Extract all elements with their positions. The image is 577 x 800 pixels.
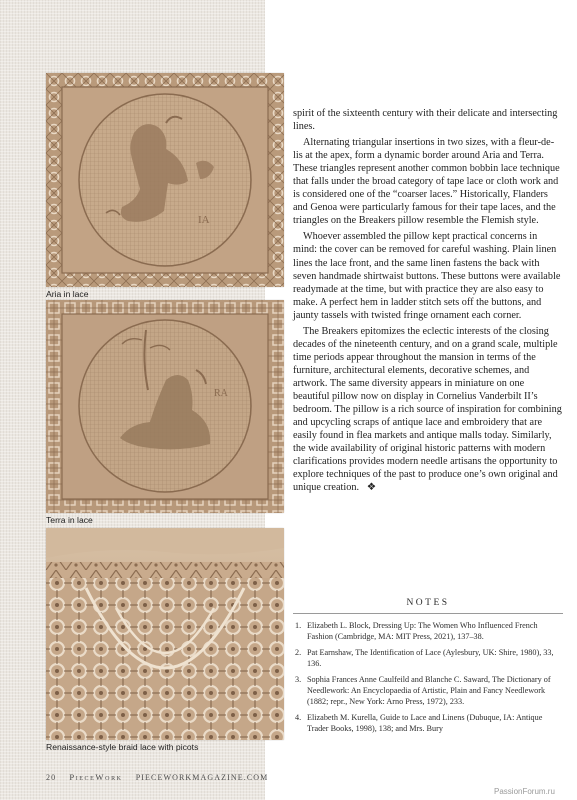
paragraph-3: Whoever assembled the pillow kept practical concerns in mind: the cover can be removed for careful washing. Plain linen lines the lace front, and the same linen fastens the back with seven handmade shirtwaist buttons. These buttons were available readymade at the time, but with practice they are also easy to make. A perfect hem in ladder stitch sets off the buttons, and jaunty tassels with twisted fringe ornament each corner.: [293, 231, 561, 321]
photo-aria-lace: [46, 73, 284, 287]
note-item: [293, 647, 563, 670]
watermark: PassionForum.ru: [494, 787, 555, 796]
terra-lace-image: [46, 300, 284, 513]
note-number: 1.: [295, 621, 302, 630]
caption-aria: Aria in lace: [46, 289, 89, 299]
note-number: 4.: [295, 712, 302, 722]
paragraph-2: Alternating triangular insertions in two sizes, with a fleur-de-lis at the apex, form a dynamic border around Aria and Terra. These triangles represent another common bobbin lace technique that falls under the broad category of tape lace or cloth work and is considered one of the “coarser laces.” Historically, Flanders and Genoa were particularly famous for their tape laces, and the triangles on the Breakers pillow resemble the Flemish style.: [293, 137, 560, 227]
note-text: Pat Earnshaw, The Identification of Lace (Aylesbury, UK: Shire, 1980), 33, 136.: [307, 647, 554, 669]
note-text: Sophia Frances Anne Caulfeild and Blanche C. Saward, The Dictionary of Needlework: An Encyclopaedia of Artistic, Plain and Fancy Needlework (1882; repr., New York: Arno Press, 1972), 233.: [307, 674, 551, 707]
paragraph-1: spirit of the sixteenth century with their delicate and intersecting lines.: [293, 108, 558, 133]
note-text: Elizabeth L. Block, Dressing Up: The Women Who Influenced French Fashion (Cambridge, MA: MIT Press, 2021), 137–38.: [307, 621, 538, 642]
braid-lace-image: [46, 528, 284, 740]
svg-text:IA: IA: [198, 214, 210, 226]
notes-heading: NOTES: [406, 598, 450, 608]
caption-terra: Terra in lace: [46, 515, 93, 525]
caption-braid-lace: Renaissance-style braid lace with picots: [46, 742, 199, 752]
photo-braid-lace: [46, 528, 284, 740]
magazine-name: PieceWork: [69, 772, 123, 782]
note-item: [293, 712, 563, 735]
note-text: Elizabeth M. Kurella, Guide to Lace and Linens (Dubuque, IA: Antique Trader Books, 1998), 138; and Mrs. Bury: [307, 712, 543, 734]
paragraph-4-text: The Breakers epitomizes the eclectic interests of the closing decades of the nineteenth century, and on a grand scale, multiple time periods appear throughout the mansion in terms of the furniture, architectural elements, decorative schemes, and artwork. The same diversity appears in miniature on one beautiful pillow now on display in Cornelius Vanderbilt II’s bedroom. The pillow is a rich source of inspiration for combining and upcycling scraps of antique lace and embroidery that are easily found in flea markets and antique malls today. Similarly, the wide availability of original historic patterns with modern clarifications provides modern needle artisans the opportunity to explore techniques of the past to produce one’s own original and unique creation.: [293, 325, 562, 494]
page-number: 20: [46, 773, 57, 782]
note-item: [293, 620, 563, 643]
note-number: 3.: [295, 674, 302, 684]
note-item: [293, 674, 563, 708]
notes-list: [293, 620, 563, 739]
page-footer: [46, 772, 278, 782]
paragraph-4: [293, 325, 563, 495]
notes-divider: [293, 613, 563, 614]
photo-terra-lace: [46, 300, 284, 513]
svg-text:RA: RA: [214, 388, 228, 399]
article-body: [293, 107, 563, 494]
note-number: 2.: [295, 647, 302, 657]
aria-lace-image: [46, 73, 284, 287]
magazine-website: PIECEWORKMAGAZINE.COM: [135, 773, 269, 782]
end-mark-icon: ❖: [366, 482, 376, 494]
